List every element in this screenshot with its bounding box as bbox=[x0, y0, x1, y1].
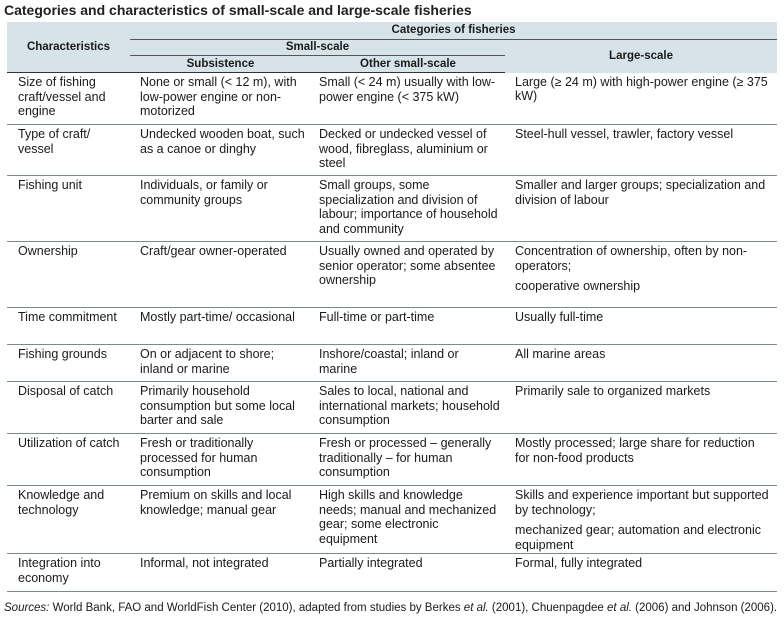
header-characteristics: Characteristics bbox=[7, 22, 130, 73]
table-row bbox=[7, 125, 777, 176]
table-row bbox=[7, 73, 777, 125]
cell-subsistence: On or adjacent to shore; inland or marine bbox=[130, 345, 311, 382]
cell-subsistence: Craft/gear owner-operated bbox=[130, 242, 311, 308]
cell-characteristic: Utilization of catch bbox=[7, 434, 130, 486]
cell-other-small-scale: Small (< 24 m) usually with low-power engine (< 375 kW) bbox=[311, 73, 505, 125]
header-small-scale: Small-scale bbox=[130, 40, 505, 56]
cell-characteristic: Time commitment bbox=[7, 308, 130, 345]
cell-subsistence: Undecked wooden boat, such as a canoe or dinghy bbox=[130, 125, 311, 176]
fisheries-table bbox=[7, 22, 777, 592]
cell-subsistence: Fresh or traditionally processed for human consumption bbox=[130, 434, 311, 486]
cell-large-scale bbox=[505, 345, 777, 382]
sources-text: World Bank, FAO and WorldFish Center (2010), adapted from studies by Berkes bbox=[49, 602, 464, 614]
sources-text: (2006) and Johnson (2006). bbox=[631, 602, 778, 614]
table-row bbox=[7, 434, 777, 486]
table-header bbox=[7, 22, 777, 73]
cell-other-small-scale: Small groups, some specialization and division of labour; importance of household and community bbox=[311, 176, 505, 242]
table-row bbox=[7, 382, 777, 434]
large-scale-text: mechanized gear; automation and electronic equipment bbox=[515, 523, 761, 552]
cell-subsistence: None or small (< 12 m), with low-power engine or non-motorized bbox=[130, 73, 311, 125]
large-scale-text: Concentration of ownership, often by non-operators; bbox=[515, 244, 748, 273]
cell-large-scale bbox=[505, 486, 777, 554]
cell-other-small-scale: High skills and knowledge needs; manual and mechanized gear; some electronic equipment bbox=[311, 486, 505, 554]
cell-large-scale bbox=[505, 382, 777, 434]
cell-other-small-scale: Inshore/coastal; inland or marine bbox=[311, 345, 505, 382]
cell-large-scale bbox=[505, 125, 777, 176]
table-row bbox=[7, 242, 777, 308]
cell-other-small-scale: Decked or undecked vessel of wood, fibreglass, aluminium or steel bbox=[311, 125, 505, 176]
table-row bbox=[7, 176, 777, 242]
table-row bbox=[7, 554, 777, 592]
large-scale-text: Skills and experience important but supported by technology; bbox=[515, 488, 769, 517]
large-scale-text: Mostly processed; large share for reduction for non-food products bbox=[515, 436, 755, 465]
cell-subsistence: Mostly part-time/ occasional bbox=[130, 308, 311, 345]
cell-characteristic: Fishing unit bbox=[7, 176, 130, 242]
cell-subsistence: Informal, not integrated bbox=[130, 554, 311, 592]
cell-subsistence: Primarily household consumption but some local barter and sale bbox=[130, 382, 311, 434]
table-row bbox=[7, 345, 777, 382]
header-subsistence: Subsistence bbox=[130, 56, 311, 73]
cell-characteristic: Integration into economy bbox=[7, 554, 130, 592]
cell-characteristic: Ownership bbox=[7, 242, 130, 308]
sources-text: (2001), Chuenpagdee bbox=[488, 602, 608, 614]
cell-large-scale bbox=[505, 242, 777, 308]
large-scale-text: All marine areas bbox=[515, 347, 606, 361]
table-body bbox=[7, 73, 777, 592]
sources-etal: et al. bbox=[607, 602, 632, 614]
cell-large-scale bbox=[505, 176, 777, 242]
cell-subsistence: Premium on skills and local knowledge; manual gear bbox=[130, 486, 311, 554]
table-row bbox=[7, 486, 777, 554]
cell-other-small-scale: Fresh or processed – generally traditionally – for human consumption bbox=[311, 434, 505, 486]
large-scale-text: Formal, fully integrated bbox=[515, 556, 643, 570]
large-scale-text: Steel-hull vessel, trawler, factory vessel bbox=[515, 127, 734, 141]
large-scale-text: Primarily sale to organized markets bbox=[515, 384, 711, 398]
table-title: Categories and characteristics of small-scale and large-scale fisheries bbox=[4, 2, 472, 18]
cell-large-scale bbox=[505, 308, 777, 345]
header-other-small-scale: Other small-scale bbox=[311, 56, 505, 73]
header-categories: Categories of fisheries bbox=[130, 22, 777, 40]
large-scale-text: Large (≥ 24 m) with high-power engine (≥ 375 kW) bbox=[515, 74, 768, 103]
large-scale-text: cooperative ownership bbox=[515, 279, 641, 293]
cell-characteristic: Type of craft/ vessel bbox=[7, 125, 130, 176]
cell-other-small-scale: Usually owned and operated by senior operator; some absentee ownership bbox=[311, 242, 505, 308]
sources-note bbox=[4, 601, 780, 616]
header-large-scale: Large-scale bbox=[505, 40, 777, 73]
cell-characteristic: Knowledge and technology bbox=[7, 486, 130, 554]
cell-characteristic: Disposal of catch bbox=[7, 382, 130, 434]
cell-other-small-scale: Partially integrated bbox=[311, 554, 505, 592]
cell-large-scale bbox=[505, 554, 777, 592]
sources-etal: et al. bbox=[463, 602, 489, 614]
cell-other-small-scale: Sales to local, national and international markets; household consumption bbox=[311, 382, 505, 434]
cell-subsistence: Individuals, or family or community groups bbox=[130, 176, 311, 242]
table-row bbox=[7, 308, 777, 345]
cell-large-scale bbox=[505, 73, 777, 125]
cell-characteristic: Size of fishing craft/vessel and engine bbox=[7, 73, 130, 125]
cell-characteristic: Fishing grounds bbox=[7, 345, 130, 382]
large-scale-text: Usually full-time bbox=[515, 310, 604, 324]
sources-label: Sources: bbox=[4, 602, 50, 614]
cell-large-scale bbox=[505, 434, 777, 486]
cell-other-small-scale: Full-time or part-time bbox=[311, 308, 505, 345]
large-scale-text: Smaller and larger groups; specialization and division of labour bbox=[515, 178, 766, 207]
